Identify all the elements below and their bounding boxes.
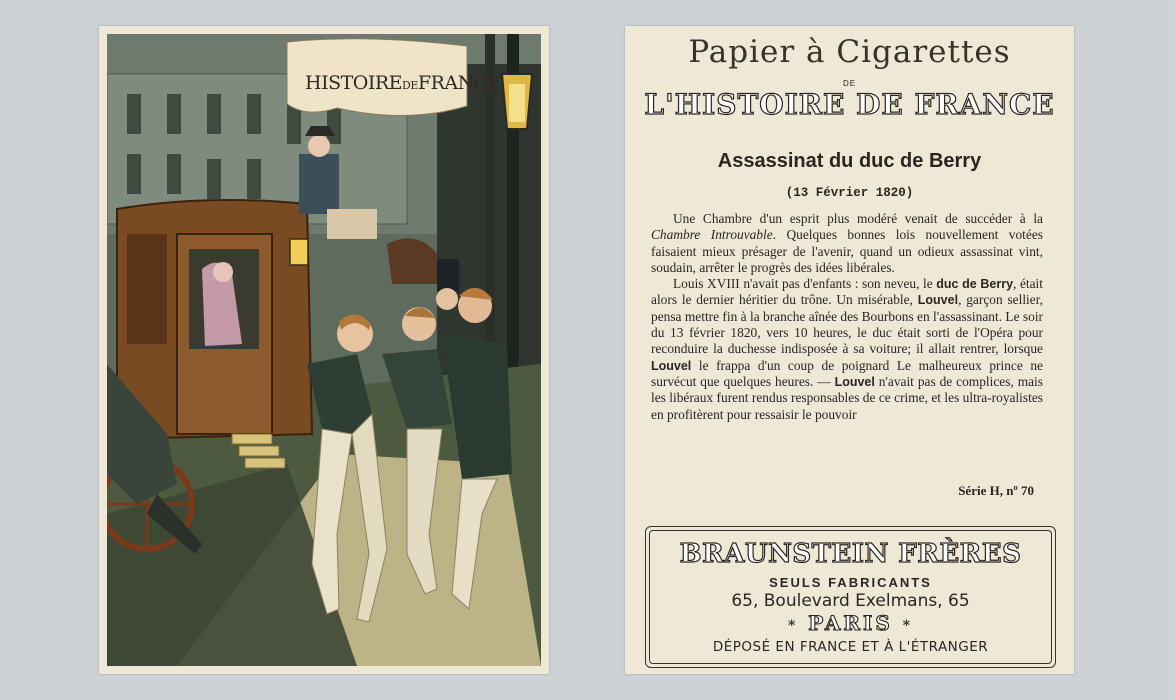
p1-italic: Chambre Introuvable — [651, 227, 773, 243]
maker-brand: BRAUNSTEIN FRÈRES — [679, 539, 1022, 569]
p2-text-4: le frappa d'un coup de poignard Le malheureux prince ne survécut que quelques heures. — — [651, 357, 1043, 389]
maker-address: 65, Boulevard Exelmans, 65 — [731, 591, 970, 611]
paragraph-2 — [651, 276, 1043, 423]
card-title: Assassinat du duc de Berry — [717, 150, 982, 172]
maker-city: PARIS — [808, 611, 893, 635]
p2-bold-louvel-2: Louvel — [651, 358, 692, 373]
serie-number: Série H, nº 70 — [958, 483, 1034, 498]
banner-part-histoire: HISTOIRE — [305, 72, 403, 94]
maker-box — [645, 526, 1056, 668]
maker-city-line — [646, 611, 1055, 635]
banner-part-france: FRANCE — [417, 72, 502, 94]
banner-part-de: DE — [402, 79, 418, 92]
card-date: (13 Février 1820) — [785, 186, 914, 200]
header-de: DE — [842, 79, 857, 88]
p1-text-1: Une Chambre d'un esprit plus modéré venait de succéder à la — [673, 211, 1043, 226]
p2-bold-duc: duc de Berry — [936, 277, 1014, 292]
front-banner-title — [305, 72, 502, 94]
back-card — [625, 26, 1074, 674]
card-body-text — [651, 211, 1043, 423]
front-illustration — [107, 34, 541, 666]
p2-text-3: , garçon sellier, pensa mettre fin à la branche aînée des Bourbons en l'assassinant. Le soir du 13 février 1820, vers 10 heures, le duc était sorti de l'Opéra pour reconduire la duchesse indisposée à sa voiture; il allait rentrer, lorsque — [651, 292, 1043, 357]
p2-text-1: Louis XVIII n'avait pas d'enfants : son neveu, le — [673, 276, 937, 292]
p2-text-5: n'avait pas de complices, mais les libéraux furent rendus responsables de ce crime, et les ultra-royalistes en profitèrent pour ressaisir le pouvoir — [651, 373, 1043, 422]
star-right: * — [902, 618, 914, 634]
p2-text-2: , était alors le dernier héritier du trône. Un misérable, — [651, 276, 1043, 308]
paragraph-1 — [651, 211, 1043, 276]
p1-text-2: . Quelques bonnes lois nouvellement votées faisaient mieux présager de l'avenir, quand un odieux assassinat vint, soudain, arrêter le progrès des idées libérales. — [651, 227, 1043, 275]
assassination-scene-image — [107, 34, 541, 666]
maker-depose: DÉPOSÉ EN FRANCE ET À L'ÉTRANGER — [712, 639, 989, 655]
p2-bold-louvel-3: Louvel — [834, 374, 875, 389]
front-card — [99, 26, 549, 674]
p2-bold-louvel-1: Louvel — [917, 293, 959, 308]
star-left: * — [787, 618, 799, 634]
header-papier-a-cigarettes: Papier à Cigarettes — [688, 34, 1011, 70]
header-histoire-de-france: L'HISTOIRE DE FRANCE — [644, 88, 1055, 121]
maker-fabricants: SEULS FABRICANTS — [769, 575, 932, 590]
